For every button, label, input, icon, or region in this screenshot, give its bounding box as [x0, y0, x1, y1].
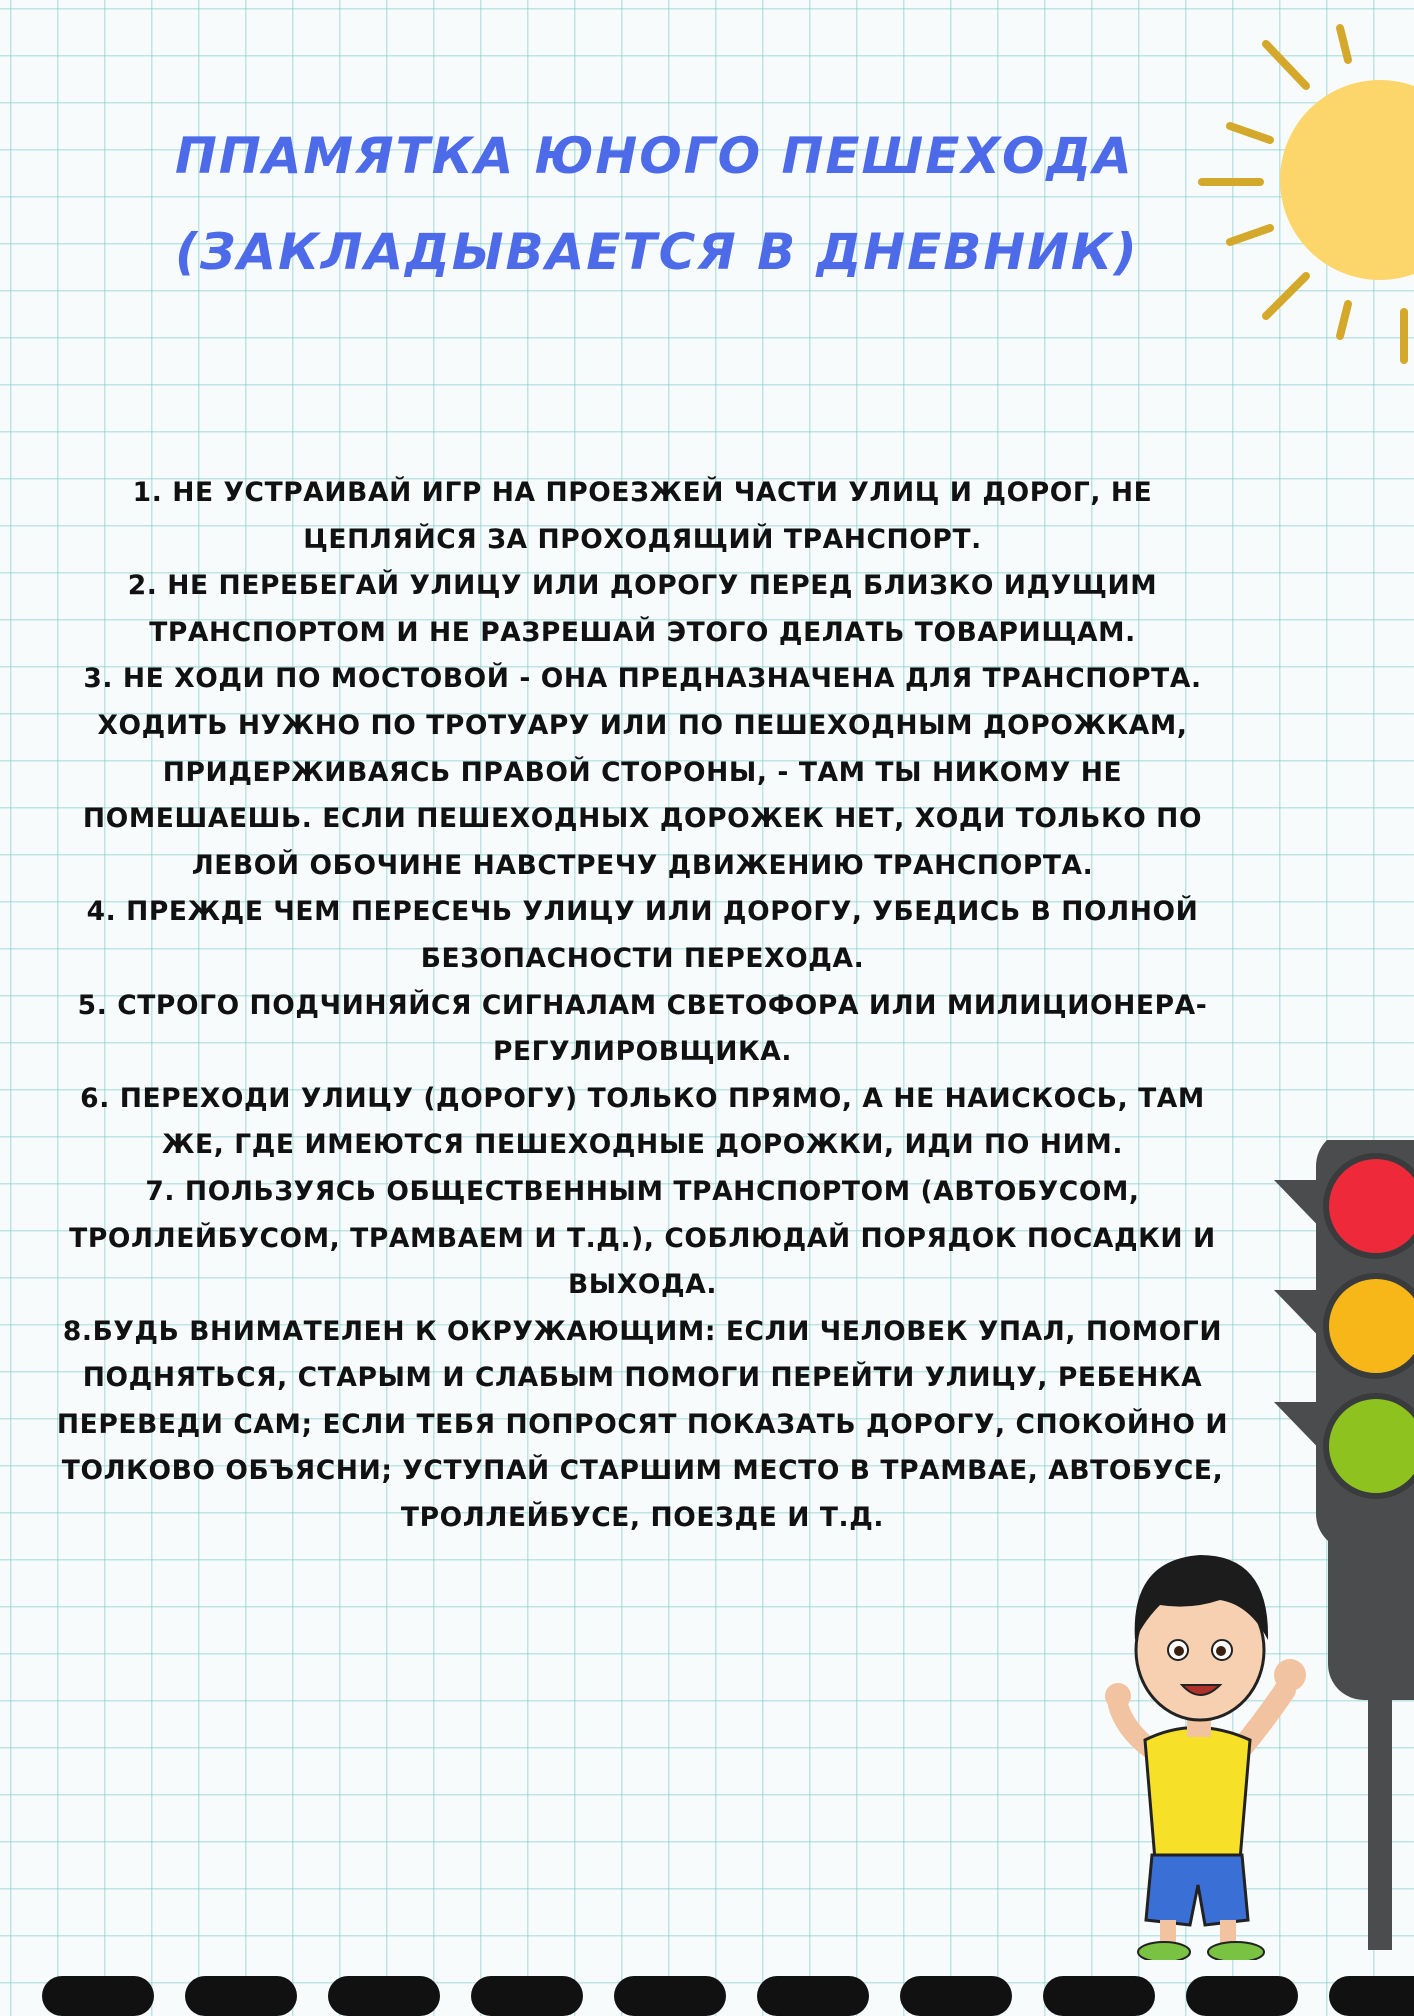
rule-item: 8.БУДЬ ВНИМАТЕЛЕН К ОКРУЖАЮЩИМ: ЕСЛИ ЧЕЛОВЕК УПАЛ, ПОМОГИ ПОДНЯТЬСЯ, СТАРЫМ И СЛАБЫМ ПОМОГИ ПЕРЕЙТИ УЛИЦУ, РЕБЕНКА ПЕРЕВЕДИ САМ; ЕСЛИ ТЕБЯ ПОПРОСЯТ ПОКАЗАТЬ ДОРОГУ, СПОКОЙНО И ТОЛКОВО ОБЪЯСНИ; УСТУПАЙ СТАРШИМ МЕСТО В ТРАМВАЕ, АВТОБУСЕ, ТРОЛЛЕЙБУСЕ, ПОЕЗДЕ И Т.Д. [56, 1315, 1229, 1534]
rule-item: 6. ПЕРЕХОДИ УЛИЦУ (ДОРОГУ) ТОЛЬКО ПРЯМО, А НЕ НАИСКОСЬ, ТАМ ЖЕ, ГДЕ ИМЕЮТСЯ ПЕШЕХОДНЫЕ ДОРОЖКИ, ИДИ ПО НИМ. [80, 1082, 1205, 1161]
title-line-1: ППАМЯТКА ЮНОГО ПЕШЕХОДА [175, 127, 1134, 185]
rule-item: 7. ПОЛЬЗУЯСЬ ОБЩЕСТВЕННЫМ ТРАНСПОРТОМ (АВТОБУСОМ, ТРОЛЛЕЙБУСОМ, ТРАМВАЕМ И Т.Д.), СОБЛЮДАЙ ПОРЯДОК ПОСАДКИ И ВЫХОДА. [69, 1175, 1216, 1301]
dashed-border [0, 1976, 1414, 2000]
rule-item: 2. НЕ ПЕРЕБЕГАЙ УЛИЦУ ИЛИ ДОРОГУ ПЕРЕД БЛИЗКО ИДУЩИМ ТРАНСПОРТОМ И НЕ РАЗРЕШАЙ ЭТОГО ДЕЛАТЬ ТОВАРИЩАМ. [127, 570, 1158, 648]
rule-item: 5. СТРОГО ПОДЧИНЯЙСЯ СИГНАЛАМ СВЕТОФОРА ИЛИ МИЛИЦИОНЕРА-РЕГУЛИРОВЩИКА. [77, 989, 1208, 1068]
page-title [175, 108, 1139, 300]
boy-illustration-icon [1090, 1500, 1310, 1960]
rule-item: 3. НЕ ХОДИ ПО МОСТОВОЙ - ОНА ПРЕДНАЗНАЧЕНА ДЛЯ ТРАНСПОРТА. ХОДИТЬ НУЖНО ПО ТРОТУАРУ ИЛИ ПО ПЕШЕХОДНЫМ ДОРОЖКАМ, ПРИДЕРЖИВАЯСЬ ПРАВОЙ СТОРОНЫ, - ТАМ ТЫ НИКОМУ НЕ ПОМЕШАЕШЬ. ЕСЛИ ПЕШЕХОДНЫХ ДОРОЖЕК НЕТ, ХОДИ ТОЛЬКО ПО ЛЕВОЙ ОБОЧИНЕ НАВСТРЕЧУ ДВИЖЕНИЮ ТРАНСПОРТА. [82, 663, 1203, 881]
title-line-2: (ЗАКЛАДЫВАЕТСЯ В ДНЕВНИК) [175, 223, 1139, 281]
rule-item: 1. НЕ УСТРАИВАЙ ИГР НА ПРОЕЗЖЕЙ ЧАСТИ УЛИЦ И ДОРОГ, НЕ ЦЕПЛЯЙСЯ ЗА ПРОХОДЯЩИЙ ТРАНСПОРТ. [132, 477, 1153, 555]
rules-list [55, 470, 1230, 1542]
sun-icon [1190, 20, 1414, 400]
rule-item: 4. ПРЕЖДЕ ЧЕМ ПЕРЕСЕЧЬ УЛИЦУ ИЛИ ДОРОГУ, УБЕДИСЬ В ПОЛНОЙ БЕЗОПАСНОСТИ ПЕРЕХОДА. [86, 896, 1199, 974]
